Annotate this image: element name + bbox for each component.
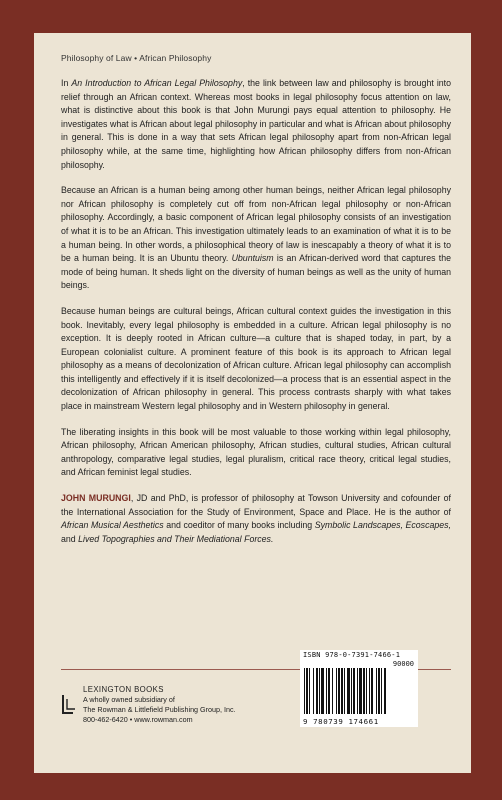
publisher-logo-icon — [61, 693, 77, 717]
barcode-bar — [381, 668, 382, 714]
author-name: JOHN MURUNGI — [61, 493, 131, 504]
barcode-bar — [321, 668, 324, 714]
barcode-bar — [369, 668, 370, 714]
barcode-bar — [366, 668, 367, 714]
barcode-bar — [326, 668, 327, 714]
book-title: An Introduction to African Legal Philosophy — [71, 78, 243, 88]
barcode-bar — [306, 668, 308, 714]
p2-post: is an African-derived word that captures the mode of being human. It sheds light on the diversity of human beings as well as the unity of human beings. — [61, 253, 451, 291]
publisher-name: LEXINGTON BOOKS — [83, 685, 164, 694]
barcode-bar — [384, 668, 386, 714]
barcode-bar — [316, 668, 318, 714]
barcode-bar — [319, 668, 320, 714]
description-paragraph-4: The liberating insights in this book will be most valuable to those working within legal philosophy, African philosophy, African American philosophy, African studies, cultural studies, African cultural anthropology, comparative legal studies, legal pluralism, critical race theory, critical legal studies, and African feminist legal studies. — [61, 426, 451, 478]
p2-pre: Because an African is a human being among other human beings, neither African legal philosophy nor African philosophy is completely cut off from non-African legal philosophy or non-African philosophy. Accordingly, a basic component of African legal philosophy consists of an investigation of what it is to be an African. This investigation ultimately leads to an examination of what it is to be a human being. In other words, a philosophical theory of law is inescapably a theory of what it is to be a human being. It is an Ubuntu theory. — [61, 185, 451, 264]
bio-text-3: and — [61, 533, 79, 544]
bio-book-3: Lived Topographies and Their Mediational Forces. — [78, 533, 274, 544]
barcode-bar — [351, 668, 352, 714]
price-code: 90000 — [392, 660, 414, 668]
description-paragraph-3: Because human beings are cultural beings, African cultural context guides the investigation in this book. Inevitably, every legal philosophy is embedded in a culture. African legal philosophy is no exception. It is deeply rooted in African culture—a culture that is shaped today, in part, by a European colonialist culture. A prominent feature of this book is its approach to African legal philosophy as a means of decolonization of African culture. African legal philosophy can accomplish this intelligently and effectively if it is itself decolonized—a process that is an essential aspect in the decolonization of African philosophy in general. This process contrasts sharply with what takes place in mainstream Western legal philosophy and in Western philosophy in general. — [61, 305, 451, 412]
barcode-bar — [359, 668, 362, 714]
barcode-bar — [309, 668, 310, 714]
description-paragraph-1 — [61, 77, 451, 172]
publisher-block — [61, 685, 236, 725]
barcode — [300, 650, 418, 727]
barcode-bar — [371, 668, 373, 714]
publisher-line-4: 800-462-6420 • www.rowman.com — [83, 715, 193, 724]
isbn-text: ISBN 978-0-7391-7466-1 — [303, 651, 401, 659]
barcode-bar — [304, 668, 305, 714]
barcode-bar — [328, 668, 330, 714]
barcode-bar — [357, 668, 358, 714]
barcode-bar — [313, 668, 314, 714]
barcode-bar — [347, 668, 350, 714]
bio-book-1: African Musical Aesthetics — [61, 520, 164, 531]
bio-text-2: and coeditor of many books including — [163, 520, 315, 531]
author-bio — [61, 492, 451, 546]
p1-post: , the link between law and philosophy is brought into relief through an African context. Whereas most books in legal philosophy focus attention on law, what is distinctive about this book is that John Murungi pays equal attention to philosophy. He investigates what is African about legal philosophy in particular and what is African about philosophy in general. This is done in a way that sets African legal philosophy apart from non-African legal philosophy while, at the same time, highlighting how African philosophy differs from non-African philosophy. — [61, 78, 451, 170]
barcode-bar — [338, 668, 340, 714]
publisher-info — [83, 685, 236, 725]
p1-pre: In — [61, 78, 72, 88]
barcode-bar — [344, 668, 345, 714]
barcode-bars-icon — [304, 668, 414, 716]
publisher-line-3: The Rowman & Littlefield Publishing Group, Inc. — [83, 705, 236, 714]
barcode-bar — [341, 668, 343, 714]
barcode-bar — [376, 668, 377, 714]
barcode-bar — [353, 668, 355, 714]
publisher-line-2: A wholly owned subsidiary of — [83, 695, 175, 704]
barcode-bar — [332, 668, 333, 714]
bio-book-2: Symbolic Landscapes, Ecoscapes, — [314, 520, 452, 531]
barcode-bar — [363, 668, 365, 714]
bio-text-1: , JD and PhD, is professor of philosophy at Towson University and cofounder of the International Association for the Study of Environment, Space and Place. He is the author of — [61, 493, 451, 517]
ean-number: 9 780739 174661 — [303, 717, 379, 726]
p2-term: Ubuntuism — [231, 253, 274, 264]
barcode-bar — [336, 668, 337, 714]
barcode-bar — [378, 668, 380, 714]
description-paragraph-2 — [61, 184, 451, 293]
category-line: Philosophy of Law • African Philosophy — [61, 53, 212, 63]
